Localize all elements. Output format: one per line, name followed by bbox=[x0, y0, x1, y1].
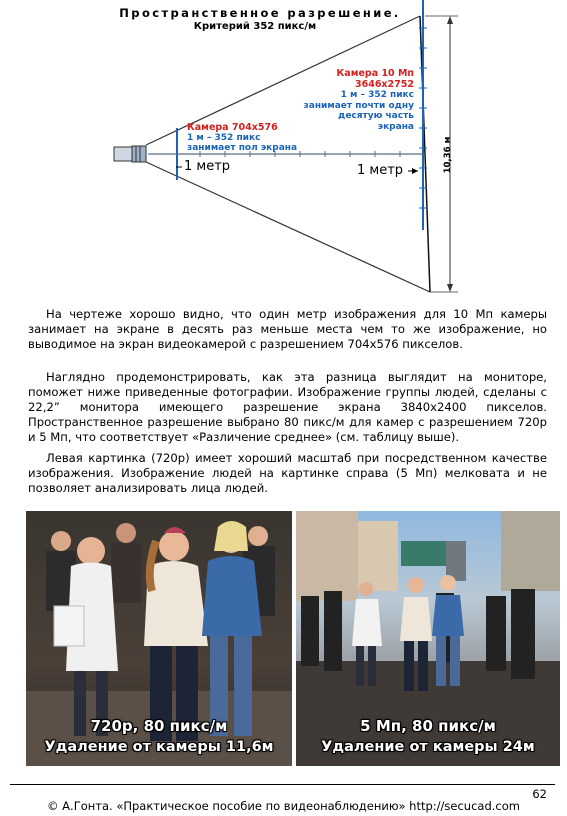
photo-720p-caption-line2: Удаление от камеры 11,6м bbox=[44, 739, 274, 755]
diagram-subtitle: Критерий 352 пикс/м bbox=[193, 21, 317, 32]
photo-5mp-caption-line1: 5 Мп, 80 пикс/м bbox=[360, 717, 496, 735]
small-camera-note-line2: занимает пол экрана bbox=[187, 143, 298, 153]
paragraph-1: На чертеже хорошо видно, что один метр изображения для 10 Мп камеры занимает на экране в десять раз меньше места чем то же изображение, но выводимое на экран видеокамерой с разрешением 704х576 пикселов. bbox=[28, 307, 547, 351]
small-camera-note-line1: 1 м – 352 пикс bbox=[187, 133, 261, 143]
big-camera-note-line1: 1 м – 352 пикс bbox=[340, 90, 414, 100]
footer-divider bbox=[10, 784, 555, 785]
spatial-resolution-diagram bbox=[0, 0, 567, 300]
meter-label-right: 1 метр bbox=[357, 163, 404, 178]
big-camera-note-line3: десятую часть экрана bbox=[338, 111, 414, 132]
page-number: 62 bbox=[532, 787, 547, 801]
small-camera-title: Камера 704x576 bbox=[187, 122, 278, 133]
camera-icon bbox=[114, 146, 146, 162]
width-label: 10,36 м bbox=[443, 136, 453, 174]
meter-label-left: 1 метр bbox=[184, 159, 231, 174]
big-camera-title: Камера 10 Мп bbox=[336, 68, 414, 79]
small-camera-note bbox=[187, 133, 297, 153]
photo-720p bbox=[26, 511, 292, 766]
photo-720p-caption-line1: 720р, 80 пикс/м bbox=[90, 717, 228, 735]
paragraph-2: Наглядно продемонстрировать, как эта разница выглядит на мониторе, поможет ниже приведенные фотографии. Изображение группы людей, сделаны с 22,2” монитора имеющего разрешение экрана 3840х2400 пикселов. Пространственное разрешение выбрано 80 пикс/м для камер с разрешением 720р и 5 Мп, что соответствует «Различение среднее» (см. таблицу выше). bbox=[28, 370, 547, 444]
photo-5mp bbox=[296, 511, 560, 766]
big-camera-title-block bbox=[318, 69, 414, 90]
paragraph-3: Левая картинка (720р) имеет хороший масштаб при посредственном качестве изображения. Изображение людей на картинке справа (5 Мп) мелковата и не позволяет анализировать лица людей. bbox=[28, 451, 547, 495]
cone-lower-edge bbox=[146, 162, 430, 292]
big-camera-note-line2: занимает почти одну bbox=[303, 100, 414, 111]
diagram-title: Пространственное разрешение. bbox=[119, 6, 401, 20]
footer-text: © А.Гонта. «Практическое пособие по видеонаблюдению» http://secucad.com bbox=[47, 799, 520, 813]
photo-5mp-caption-line2: Удаление от камеры 24м bbox=[321, 739, 535, 755]
big-camera-resolution: 3646x2752 bbox=[354, 78, 414, 90]
big-camera-note bbox=[300, 90, 414, 132]
